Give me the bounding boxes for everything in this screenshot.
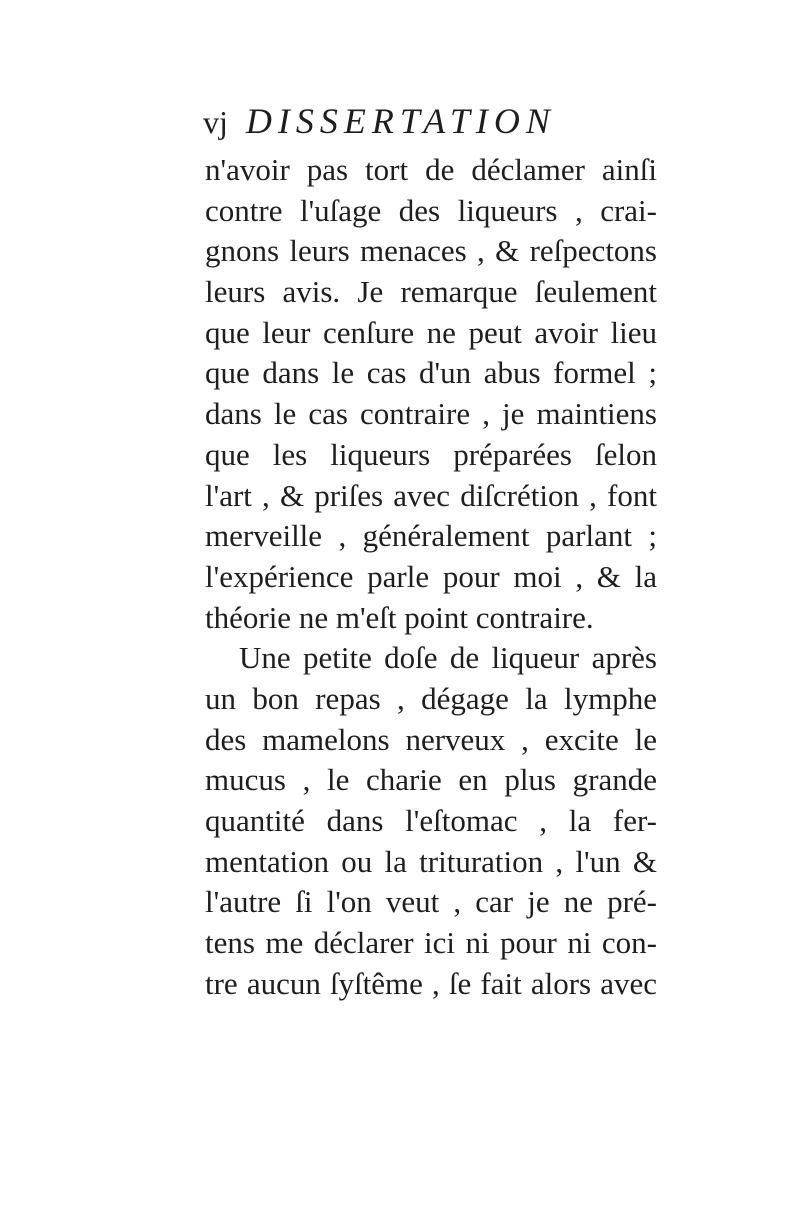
text-line: un bon repas , dégage la lymphe [205, 680, 657, 716]
body-text [205, 150, 657, 1004]
text-line: que dans le cas d'un abus formel ; [205, 355, 657, 391]
text-line: gnons leurs menaces , & reſpectons [205, 233, 657, 269]
text-line: dans le cas contraire , je maintiens [205, 396, 657, 432]
paragraph-2 [205, 638, 657, 1004]
text-line: que leur cenſure ne peut avoir lieu [205, 314, 657, 350]
text-line: que les liqueurs préparées ſelon [205, 436, 657, 472]
text-line: théorie ne m'eſt point contraire. [205, 599, 594, 635]
text-line: merveille , généralement parlant ; [205, 518, 657, 554]
text-line: n'avoir pas tort de déclamer ainſi [205, 152, 657, 187]
text-line: mucus , le charie en plus grande [205, 762, 657, 798]
text-line: tens me déclarer ici ni pour ni con- [205, 925, 657, 961]
text-line: contre l'uſage des liqueurs , crai- [205, 192, 657, 228]
running-head [203, 100, 663, 150]
text-line: quantité dans l'eſtomac , la fer- [205, 803, 657, 838]
text-line: leurs avis. Je remarque ſeulement [205, 274, 657, 310]
text-line: des mamelons nerveux , excite le [205, 721, 657, 757]
running-head-title: DISSERTATION [245, 101, 556, 141]
text-line: l'art , & priſes avec diſcrétion , font [205, 477, 657, 513]
text-line: l'expérience parle pour moi , & la [205, 558, 657, 594]
text-line: mentation ou la trituration , l'un & [205, 843, 657, 879]
page-number: vj [203, 104, 228, 140]
text-line: l'autre ſi l'on veut , car je ne pré- [205, 884, 657, 920]
text-line: Une petite doſe de liqueur après [239, 640, 657, 676]
text-line: tre aucun ſyſtême , ſe fait alors avec [205, 965, 657, 1001]
paragraph-1 [205, 150, 657, 638]
